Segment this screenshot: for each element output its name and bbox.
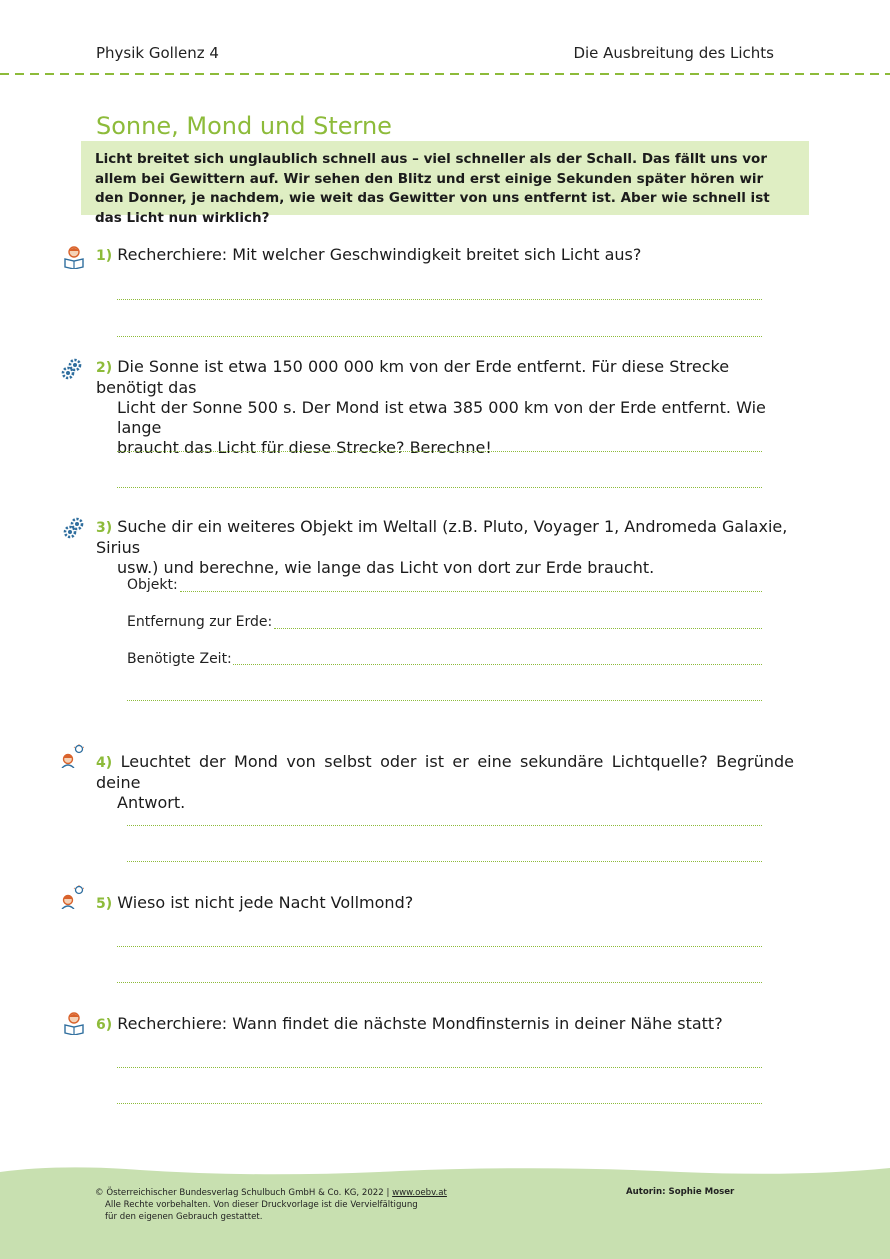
question-text: Licht der Sonne 500 s. Der Mond ist etwa 385 000 km von der Erde entfernt. Wie lange bbox=[117, 398, 766, 437]
answer-line[interactable] bbox=[127, 700, 762, 701]
reading-student-icon bbox=[62, 245, 86, 269]
intro-text: Licht breitet sich unglaublich schnell aus – viel schneller als der Schall. Das fällt uns vor allem bei Gewittern auf. Wir sehen den Blitz und erst einige Sekunden später hören wir den Donner, je nachdem, wie weit das Gewitter von uns entfernt ist. Aber wie schnell ist das Licht nun wirklich? bbox=[95, 151, 770, 226]
answer-line[interactable] bbox=[127, 825, 762, 826]
header-left: Physik Gollenz 4 bbox=[96, 44, 219, 62]
thinking-student-icon bbox=[60, 885, 84, 909]
question-number: 6) bbox=[96, 1017, 113, 1033]
copyright-text: © Österreichischer Bundesverlag Schulbuch GmbH & Co. KG, 2022 | bbox=[95, 1188, 390, 1198]
question-6 bbox=[96, 1014, 796, 1035]
gears-icon bbox=[60, 357, 84, 381]
rights-line-1: Alle Rechte vorbehalten. Von dieser Druckvorlage ist die Vervielfältigung bbox=[105, 1200, 418, 1210]
field-label-distance: Entfernung zur Erde: bbox=[127, 614, 273, 630]
question-text: usw.) und berechne, wie lange das Licht von dort zur Erde braucht. bbox=[117, 558, 655, 577]
intro-box bbox=[81, 141, 809, 226]
question-text: Leuchtet der Mond von selbst oder ist er eine sekundäre Lichtquelle? Begründe deine bbox=[96, 752, 794, 792]
question-number: 3) bbox=[96, 520, 113, 536]
header-right: Die Ausbreitung des Lichts bbox=[573, 44, 774, 62]
question-text: Suche dir ein weiteres Objekt im Weltall (z.B. Pluto, Voyager 1, Andromeda Galaxie, Sirius bbox=[96, 517, 788, 557]
field-label-time: Benötigte Zeit: bbox=[127, 651, 232, 667]
question-2 bbox=[96, 357, 796, 458]
answer-line[interactable] bbox=[117, 299, 762, 300]
header-divider bbox=[0, 72, 890, 76]
question-number: 1) bbox=[96, 248, 113, 264]
question-text: Recherchiere: Wann findet die nächste Mondfinsternis in deiner Nähe statt? bbox=[117, 1014, 723, 1033]
question-text: Wieso ist nicht jede Nacht Vollmond? bbox=[117, 893, 414, 912]
thinking-student-icon bbox=[60, 744, 84, 768]
answer-line[interactable] bbox=[117, 451, 762, 452]
distance-answer-line[interactable] bbox=[274, 628, 762, 629]
answer-line[interactable] bbox=[127, 861, 762, 862]
footer-copyright bbox=[95, 1187, 447, 1223]
time-answer-line[interactable] bbox=[233, 664, 762, 665]
rights-line-2: für den eigenen Gebrauch gestattet. bbox=[105, 1212, 263, 1222]
question-3 bbox=[96, 517, 806, 578]
question-number: 2) bbox=[96, 360, 113, 376]
question-5 bbox=[96, 893, 796, 914]
question-number: 4) bbox=[96, 755, 113, 771]
question-text: Recherchiere: Mit welcher Geschwindigkeit breitet sich Licht aus? bbox=[117, 245, 642, 264]
question-number: 5) bbox=[96, 896, 113, 912]
author-credit: Autorin: Sophie Moser bbox=[626, 1187, 735, 1197]
publisher-link[interactable]: www.oebv.at bbox=[392, 1188, 447, 1198]
gears-icon bbox=[62, 516, 86, 540]
field-label-object: Objekt: bbox=[127, 577, 178, 593]
question-1 bbox=[96, 245, 796, 266]
answer-line[interactable] bbox=[117, 1067, 762, 1068]
question-4 bbox=[96, 752, 794, 813]
answer-line[interactable] bbox=[117, 487, 762, 488]
answer-line[interactable] bbox=[117, 1103, 762, 1104]
page-title: Sonne, Mond und Sterne bbox=[96, 112, 392, 140]
object-answer-line[interactable] bbox=[180, 591, 762, 592]
question-text: Antwort. bbox=[117, 793, 186, 812]
answer-line[interactable] bbox=[117, 946, 762, 947]
question-text: Die Sonne ist etwa 150 000 000 km von der Erde entfernt. Für diese Strecke benötigt das bbox=[96, 357, 730, 397]
reading-student-icon bbox=[62, 1011, 86, 1035]
question-text: braucht das Licht für diese Strecke? Berechne! bbox=[117, 438, 492, 457]
answer-line[interactable] bbox=[117, 336, 762, 337]
answer-line[interactable] bbox=[117, 982, 762, 983]
